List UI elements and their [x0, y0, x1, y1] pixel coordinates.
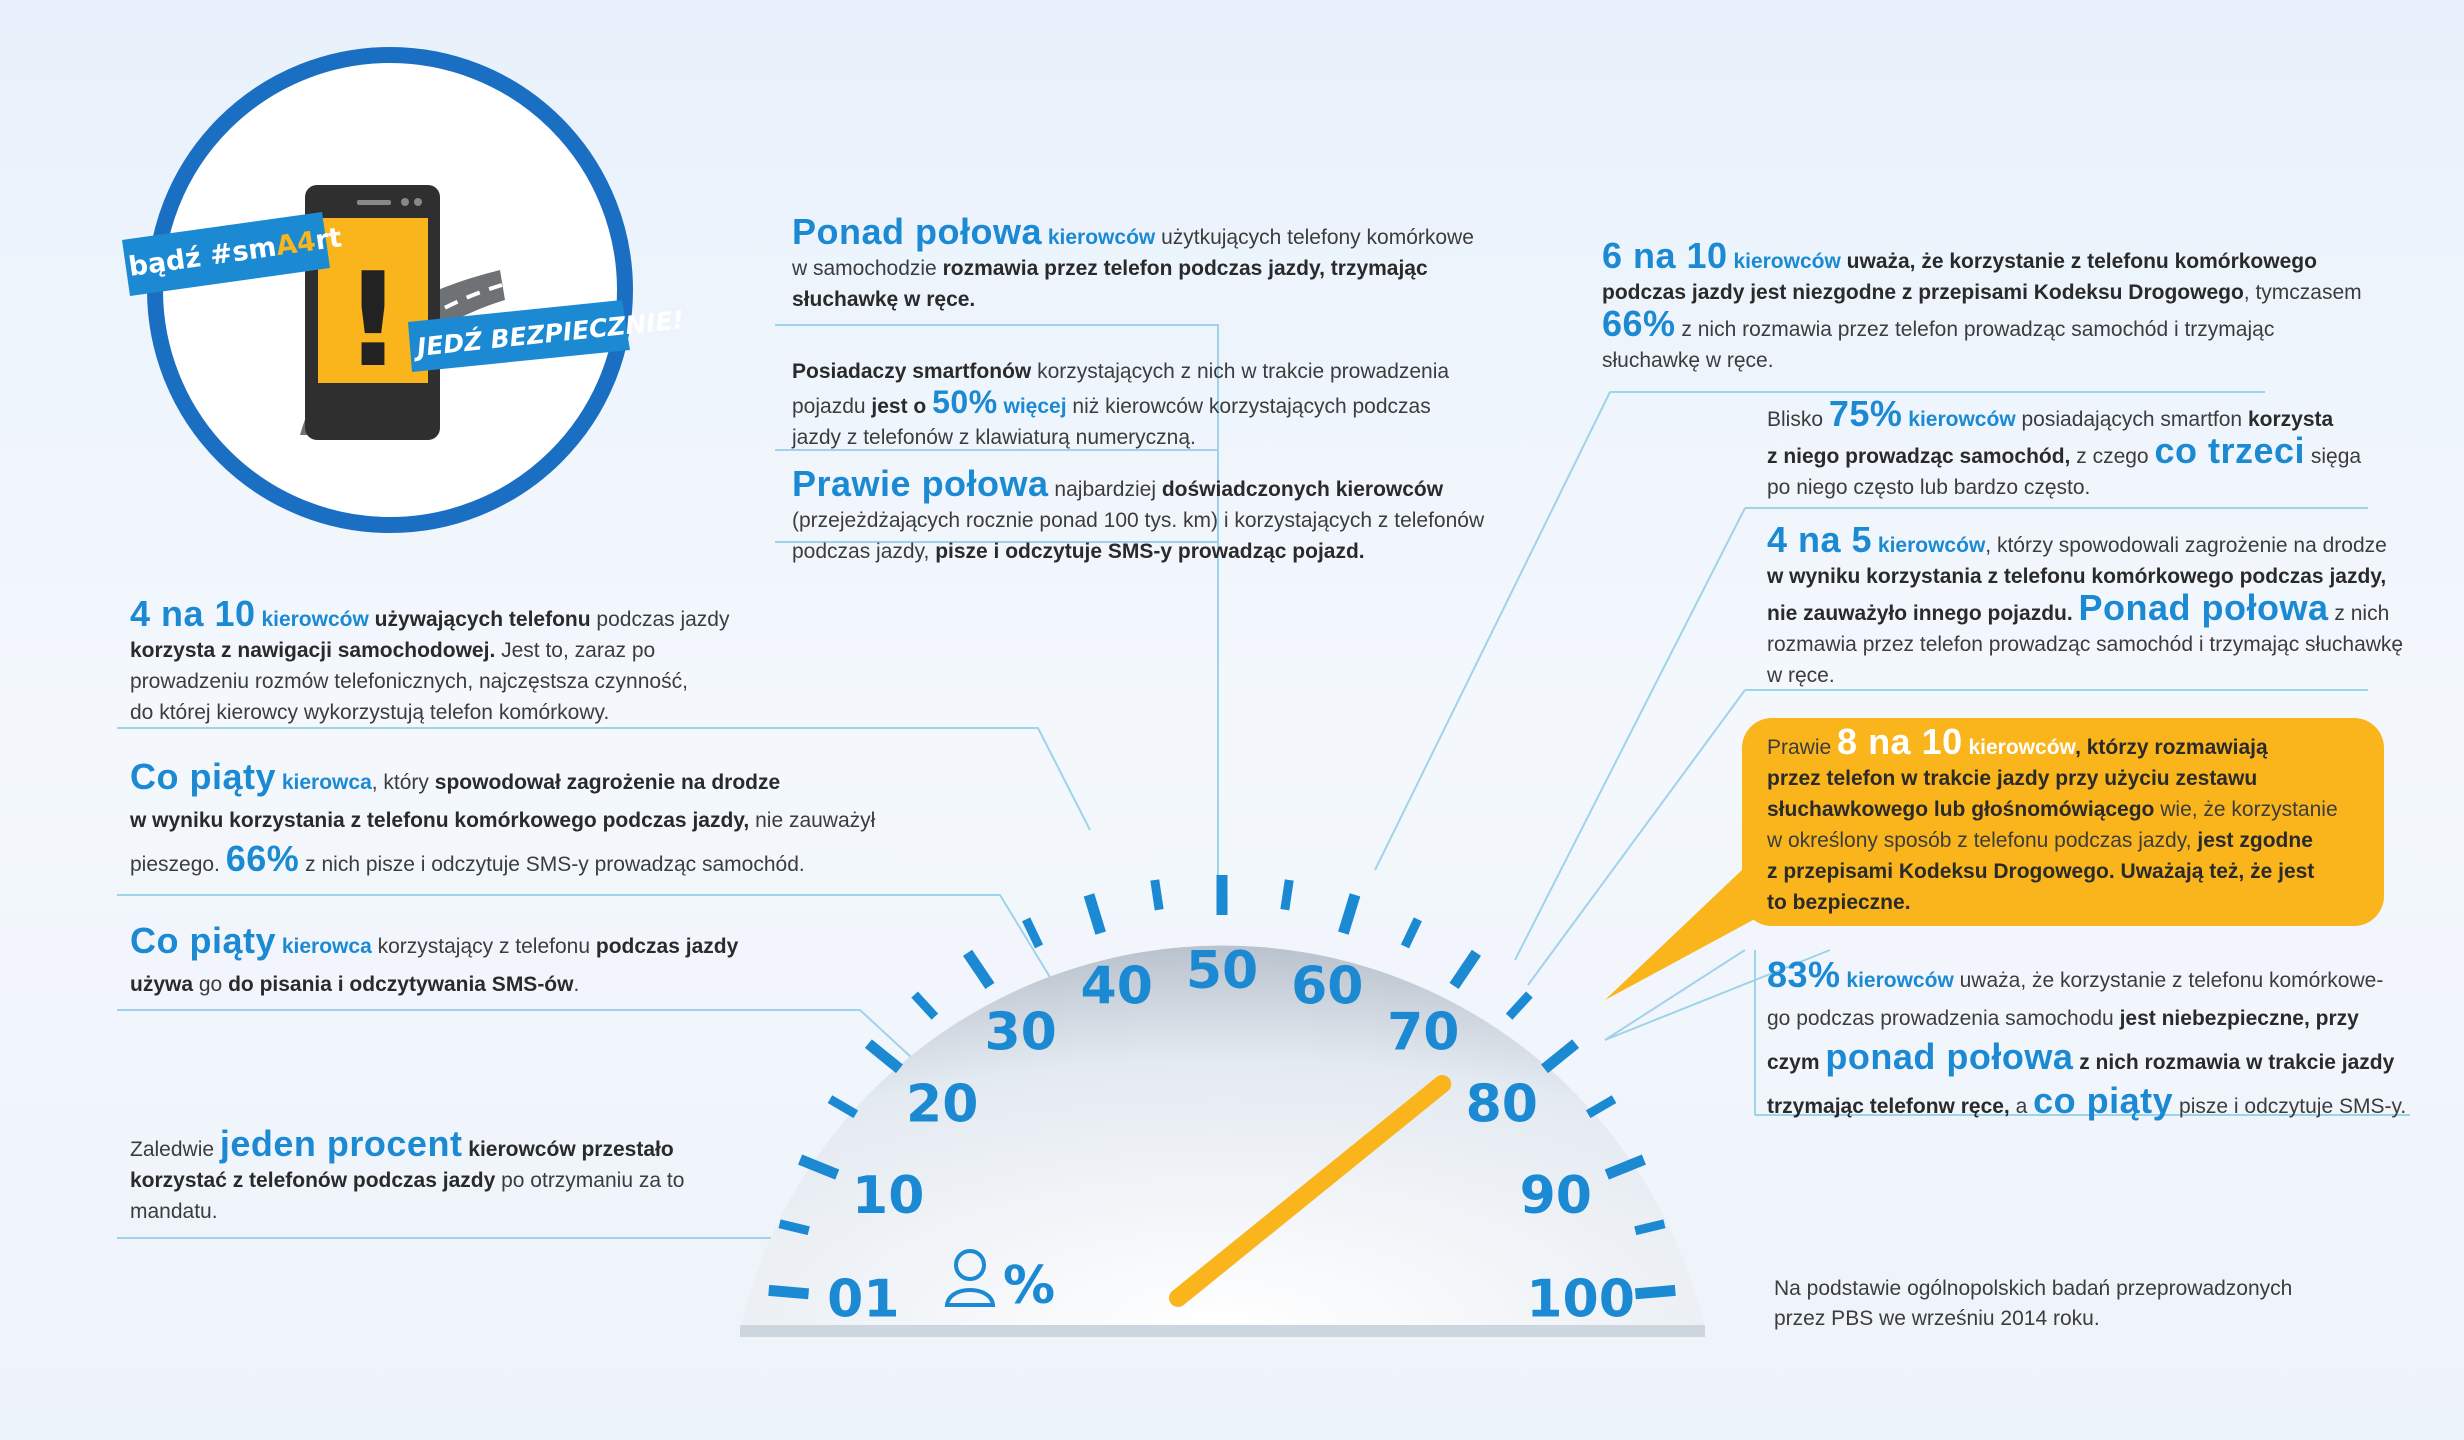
stat-left-one-percent: Zaledwie jeden procent kierowców przestało korzystać z telefonów podczas jazdy po otrzymaniu za to mandatu. [130, 1123, 685, 1223]
gauge-tick [968, 953, 990, 986]
stat-center-experienced: Prawie połowa najbardziej doświadczonych kierowców (przejeżdżających rocznie ponad 100 tys. km) i korzystających z telefonów podczas jazdy, pisze i odczytuje SMS-y prowadząc pojazd. [792, 463, 1485, 563]
stat-right-seventy-five: Blisko 75% kierowców posiadających smartfon korzysta z niego prowadząc samochód, z czego co trzeci sięga po niego często lub bardzo często. [1767, 393, 2362, 499]
gauge-label: 01 [827, 1269, 900, 1330]
stat-left-pedestrian: Co piąty kierowca, który spowodował zagrożenie na drodze w wyniku korzystania z telefonu komórkowego podczas jazdy, nie zauważył pieszego. 66% z nich pisze i odczytuje SMS-y prowadząc samochód. [130, 756, 876, 879]
gauge-tick [1454, 953, 1476, 986]
gauge-label: 60 [1291, 956, 1364, 1017]
gauge-label: 20 [906, 1074, 979, 1135]
gauge-tick [769, 1290, 809, 1293]
gauge-tick [915, 995, 935, 1017]
gauge-label: 80 [1465, 1074, 1538, 1135]
gauge-label: 50 [1185, 941, 1259, 1001]
gauge-label: 10 [852, 1166, 925, 1227]
gauge-tick [1343, 895, 1355, 933]
stat-right-four-of-five: 4 na 5 kierowców, którzy spowodowali zagrożenie na drodze w wyniku korzystania z telefonu komórkowego podczas jazdy, nie zauważyło innego pojazdu. Ponad połowa z nich rozmawia przez telefon prowadząc samochód i trzymając słuchawkę w ręce. [1767, 519, 2404, 687]
gauge-tick [1509, 995, 1529, 1017]
gauge-tick [1588, 1099, 1614, 1114]
gauge-tick [1545, 1044, 1576, 1069]
gauge-tick [830, 1099, 856, 1114]
stat-right-eighty-three: 83% kierowców uważa, że korzystanie z telefonu komórkowe- go podczas prowadzenia samochodu jest niebezpieczne, przy czym ponad połowa z nich rozmawia w trakcie jazdy trzymając telefonw ręce, a co piąty pisze i odczytuje SMS-y. [1767, 954, 2407, 1121]
warning-mark: ! [343, 244, 403, 396]
speedometer [740, 875, 1705, 1337]
gauge-tick [1635, 1290, 1675, 1293]
gauge-tick [1089, 895, 1101, 933]
callout-eight-of-ten [1742, 718, 2384, 926]
stat-left-sms: Co piąty kierowca korzystający z telefonu podczas jazdy używa go do pisania i odczytywania SMS-ów. [130, 920, 739, 996]
percent-unit: % [1003, 1256, 1056, 1316]
stat-right-six-of-ten: 6 na 10 kierowców uważa, że korzystanie z telefonu komórkowego podczas jazdy jest niezgodne z przepisami Kodeksu Drogowego, tymczasem 66% z nich rozmawia przez telefon prowadząc samochód i trzymając słuchawkę w ręce. [1602, 235, 2362, 372]
gauge-tick [1285, 880, 1289, 910]
logo-badge [122, 55, 685, 525]
gauge-label: 30 [984, 1002, 1057, 1063]
gauge-tick [868, 1044, 899, 1069]
stat-center-half-drivers: Ponad połowa kierowców użytkujących telefony komórkowe w samochodzie rozmawia przez telefon podczas jazdy, trzymając słuchawkę w ręce. [792, 211, 1474, 311]
gauge-tick [1155, 880, 1159, 910]
stat-left-navigation: 4 na 10 kierowców używających telefonu podczas jazdy korzysta z nawigacji samochodowej. Jest to, zaraz po prowadzeniu rozmów telefonicznych, najczęstsza czynność, do której kierowcy wykorzystują telefon komórkowy. [130, 593, 730, 724]
gauge-tick [1405, 919, 1418, 946]
gauge-label: 90 [1519, 1166, 1592, 1227]
stat-right-eight-of-ten: Prawie 8 na 10 kierowców, którzy rozmawiają przez telefon w trakcie jazdy przy użyciu zestawu słuchawkowego lub głośnomówiącego wie, że korzystanie w określony sposób z telefonu podczas jazdy, jest zgodne z przepisami Kodeksu Drogowego. Uważają też, że jest to bezpieczne. [1767, 721, 2338, 914]
drive-safely-text: JEDŹ BEZPIECZNIE! [415, 305, 686, 362]
source-note: Na podstawie ogólnopolskich badań przeprowadzonych przez PBS we wrześniu 2014 roku. [1774, 1277, 2293, 1330]
gauge-label: 40 [1080, 956, 1153, 1017]
gauge-label: 100 [1526, 1269, 1635, 1330]
hashtag-text: bądź #smA4rt [126, 222, 344, 283]
stat-center-smartphones: Posiadaczy smartfonów korzystających z nich w trakcie prowadzenia pojazdu jest o 50% więcej niż kierowców korzystających podczas jazdy z telefonów z klawiaturą numeryczną. [792, 360, 1450, 449]
gauge-label: 70 [1387, 1002, 1460, 1063]
